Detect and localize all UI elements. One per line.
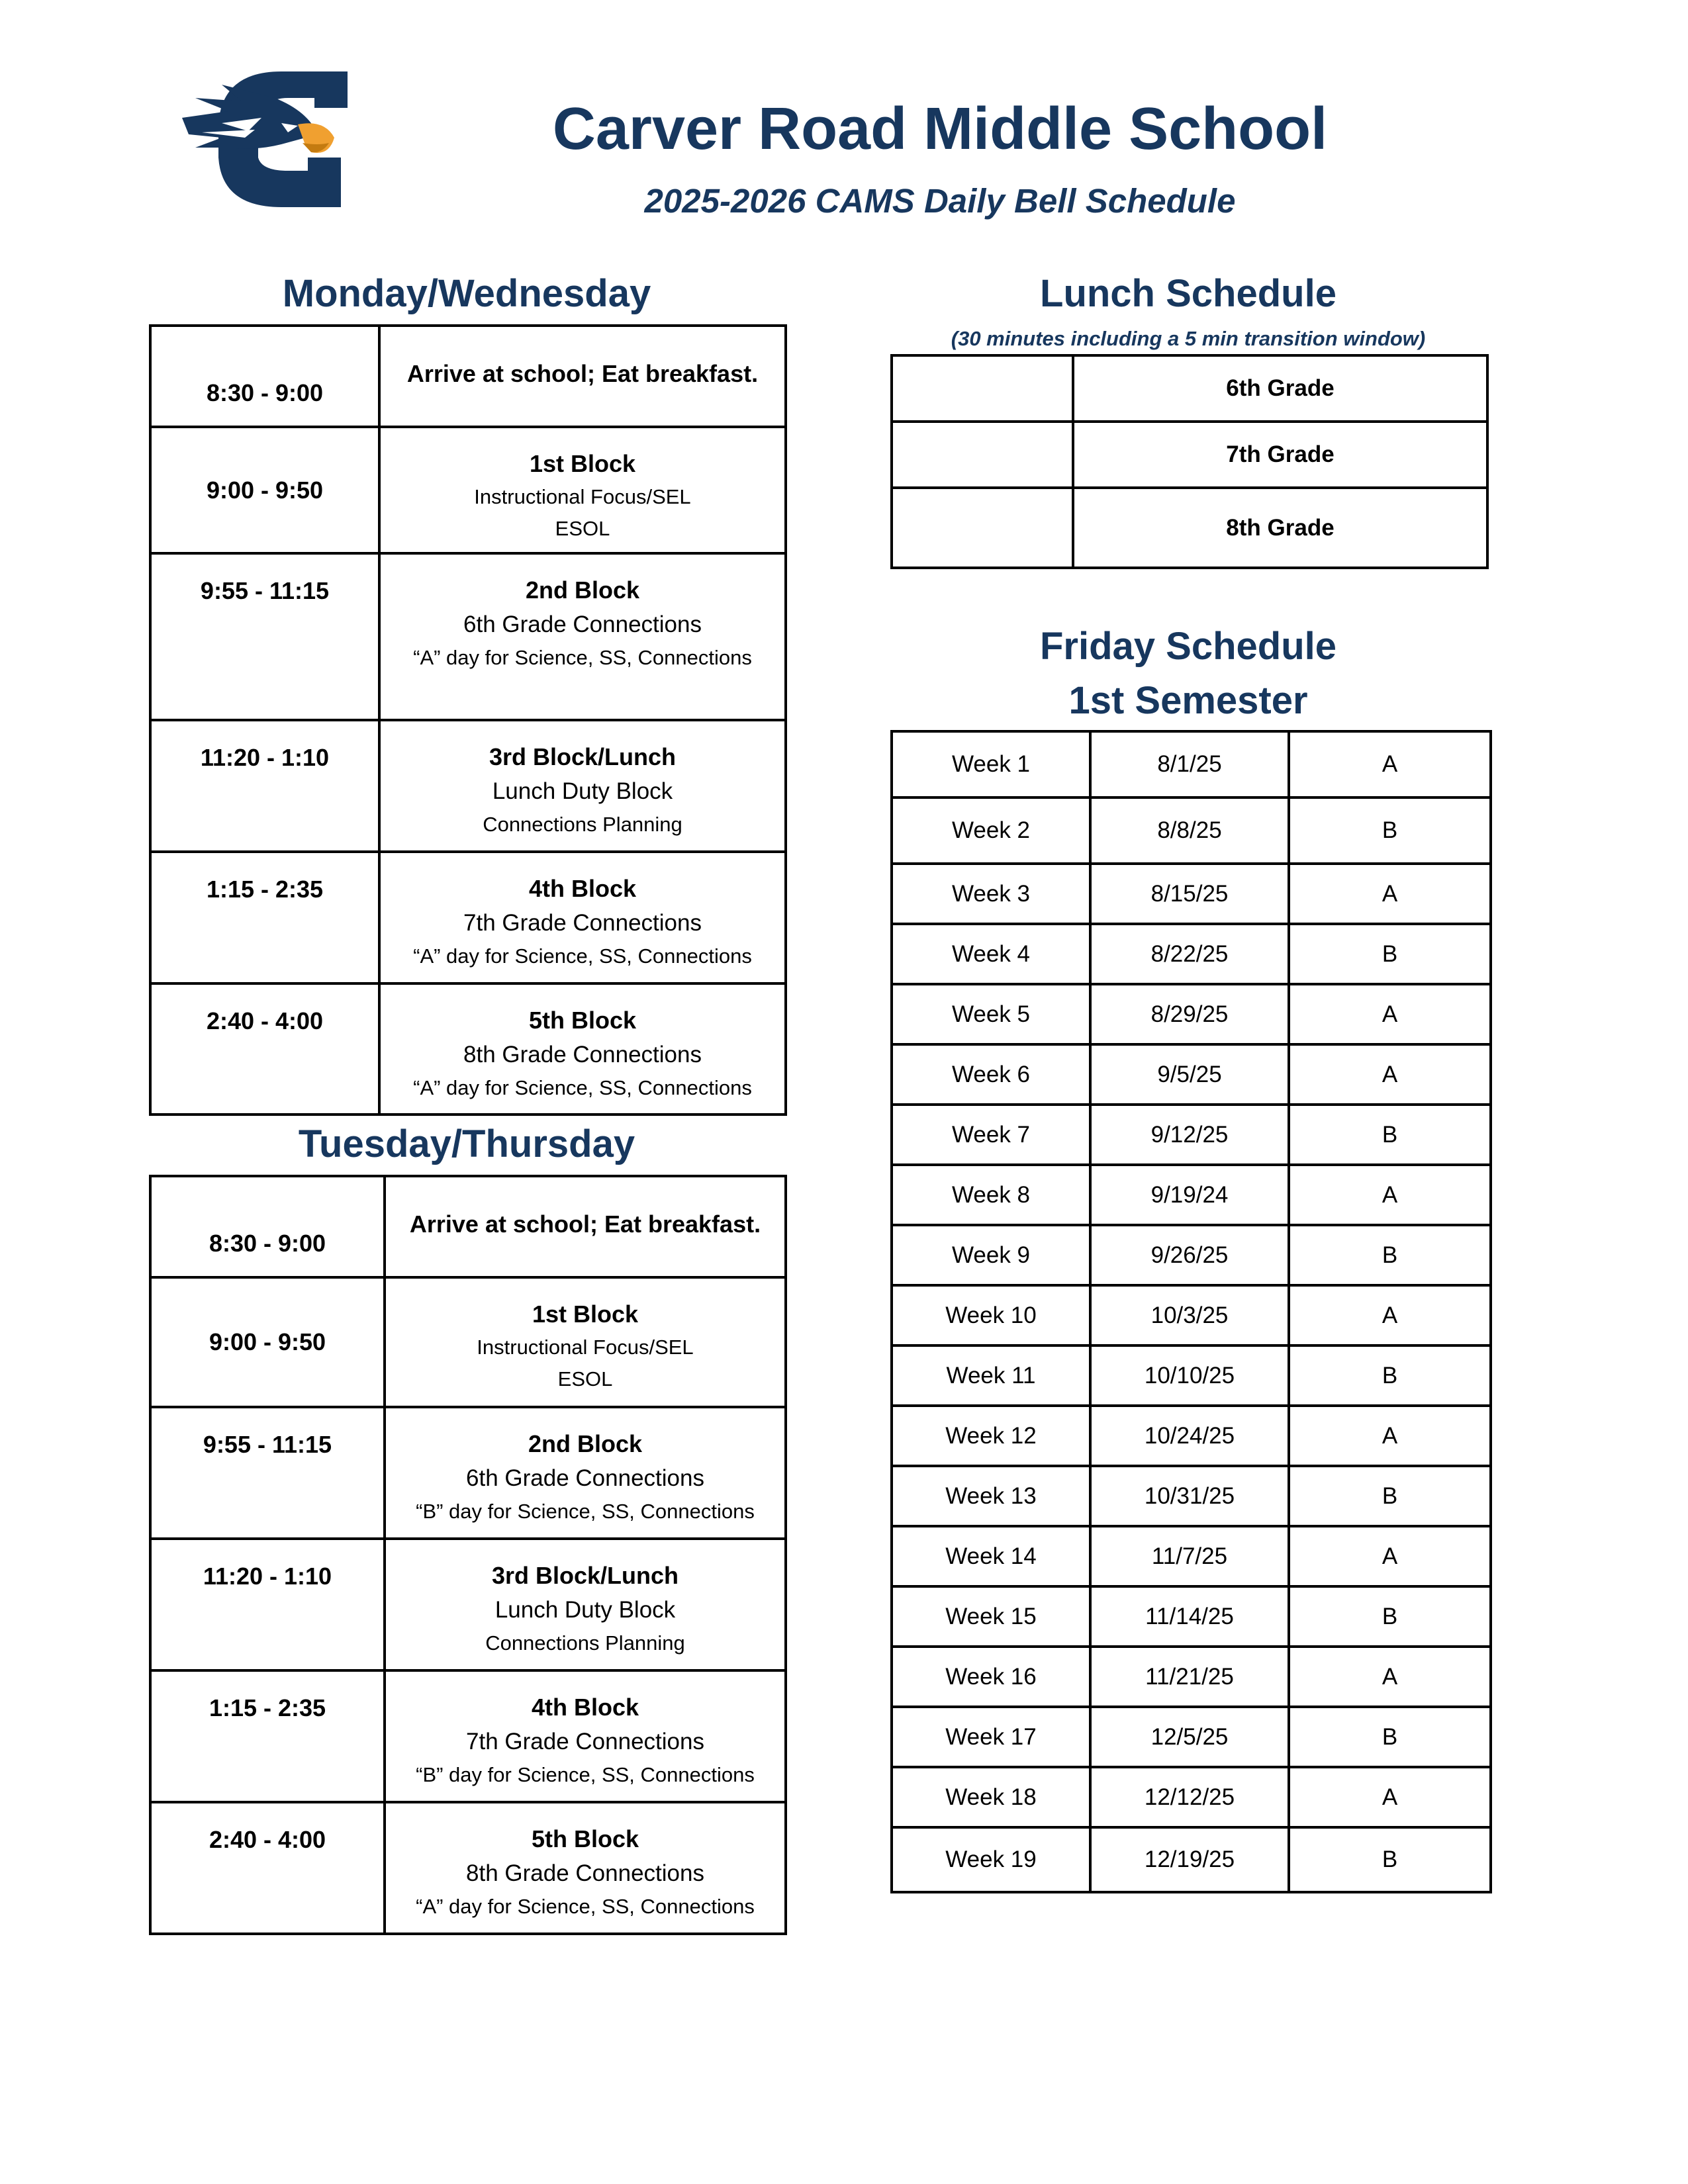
date-cell: 10/10/25 xyxy=(1090,1345,1289,1406)
time-cell: 2:40 - 4:00 xyxy=(150,1802,385,1934)
table-row xyxy=(892,1165,1491,1225)
table-row xyxy=(892,1526,1491,1586)
table-row xyxy=(892,1105,1491,1165)
block-cell: 3rd Block/Lunch Lunch Duty Block Connections Planning xyxy=(385,1539,786,1670)
date-cell: 8/15/25 xyxy=(1090,864,1289,924)
table-row xyxy=(892,1767,1491,1827)
time-cell: 11:20 - 1:10 xyxy=(150,720,379,852)
monday-wednesday-heading: Monday/Wednesday xyxy=(282,272,651,315)
week-cell: Week 10 xyxy=(892,1285,1090,1345)
date-cell: 9/26/25 xyxy=(1090,1225,1289,1285)
lunch-time-cell xyxy=(892,488,1073,568)
day-type-cell: B xyxy=(1289,1105,1491,1165)
table-row xyxy=(892,1044,1491,1105)
block-cell: Arrive at school; Eat breakfast. xyxy=(379,326,786,427)
table-row xyxy=(150,720,786,852)
table-row xyxy=(150,1277,786,1407)
lunch-time-cell xyxy=(892,422,1073,488)
table-row xyxy=(892,984,1491,1044)
date-cell: 8/22/25 xyxy=(1090,924,1289,984)
date-cell: 11/14/25 xyxy=(1090,1586,1289,1647)
table-row xyxy=(150,1670,786,1802)
table-row xyxy=(150,983,786,1115)
date-cell: 9/19/24 xyxy=(1090,1165,1289,1225)
block-cell: Arrive at school; Eat breakfast. xyxy=(385,1176,786,1277)
week-cell: Week 1 xyxy=(892,731,1090,797)
date-cell: 8/8/25 xyxy=(1090,797,1289,864)
table-row xyxy=(892,1647,1491,1707)
table-row xyxy=(892,1225,1491,1285)
date-cell: 12/19/25 xyxy=(1090,1827,1289,1892)
block-cell: 5th Block 8th Grade Connections “A” day for Science, SS, Connections xyxy=(385,1802,786,1934)
block-cell: 2nd Block 6th Grade Connections “A” day for Science, SS, Connections xyxy=(379,553,786,720)
day-type-cell: A xyxy=(1289,1285,1491,1345)
table-row xyxy=(150,1176,786,1277)
lunch-grade-cell: 7th Grade xyxy=(1073,422,1487,488)
week-cell: Week 9 xyxy=(892,1225,1090,1285)
lunch-note: (30 minutes including a 5 min transition window) xyxy=(951,327,1426,350)
lunch-schedule-table xyxy=(890,354,1489,569)
day-type-cell: A xyxy=(1289,864,1491,924)
week-cell: Week 2 xyxy=(892,797,1090,864)
table-row xyxy=(150,852,786,983)
lunch-grade-cell: 8th Grade xyxy=(1073,488,1487,568)
time-cell: 8:30 - 9:00 xyxy=(150,1176,385,1277)
date-cell: 9/5/25 xyxy=(1090,1044,1289,1105)
date-cell: 12/5/25 xyxy=(1090,1707,1289,1767)
day-type-cell: A xyxy=(1289,1526,1491,1586)
week-cell: Week 7 xyxy=(892,1105,1090,1165)
table-row xyxy=(150,427,786,553)
time-cell: 9:55 - 11:15 xyxy=(150,1407,385,1539)
week-cell: Week 3 xyxy=(892,864,1090,924)
block-cell: 4th Block 7th Grade Connections “B” day for Science, SS, Connections xyxy=(385,1670,786,1802)
day-type-cell: A xyxy=(1289,1767,1491,1827)
table-row xyxy=(892,488,1487,568)
day-type-cell: B xyxy=(1289,1707,1491,1767)
block-cell: 1st Block Instructional Focus/SEL ESOL xyxy=(379,427,786,553)
time-cell: 9:00 - 9:50 xyxy=(150,427,379,553)
day-type-cell: A xyxy=(1289,731,1491,797)
tuesday-thursday-table xyxy=(149,1175,787,1935)
week-cell: Week 6 xyxy=(892,1044,1090,1105)
table-row xyxy=(892,1285,1491,1345)
table-row xyxy=(892,355,1487,422)
table-row xyxy=(892,1707,1491,1767)
date-cell: 11/21/25 xyxy=(1090,1647,1289,1707)
date-cell: 11/7/25 xyxy=(1090,1526,1289,1586)
day-type-cell: A xyxy=(1289,1647,1491,1707)
day-type-cell: A xyxy=(1289,1165,1491,1225)
schedule-subtitle: 2025-2026 CAMS Daily Bell Schedule xyxy=(644,182,1236,220)
time-cell: 2:40 - 4:00 xyxy=(150,983,379,1115)
time-cell: 1:15 - 2:35 xyxy=(150,852,379,983)
date-cell: 10/31/25 xyxy=(1090,1466,1289,1526)
day-type-cell: B xyxy=(1289,1466,1491,1526)
tuesday-thursday-heading: Tuesday/Thursday xyxy=(298,1122,635,1165)
school-logo-eagle xyxy=(182,71,354,207)
week-cell: Week 19 xyxy=(892,1827,1090,1892)
day-type-cell: B xyxy=(1289,1586,1491,1647)
week-cell: Week 4 xyxy=(892,924,1090,984)
time-cell: 8:30 - 9:00 xyxy=(150,326,379,427)
friday-semester-heading: 1st Semester xyxy=(1068,679,1308,722)
day-type-cell: B xyxy=(1289,924,1491,984)
day-type-cell: A xyxy=(1289,984,1491,1044)
lunch-time-cell xyxy=(892,355,1073,422)
week-cell: Week 14 xyxy=(892,1526,1090,1586)
day-type-cell: A xyxy=(1289,1044,1491,1105)
block-cell: 1st Block Instructional Focus/SEL ESOL xyxy=(385,1277,786,1407)
table-row xyxy=(892,1406,1491,1466)
table-row xyxy=(892,1827,1491,1892)
date-cell: 10/3/25 xyxy=(1090,1285,1289,1345)
table-row xyxy=(892,924,1491,984)
date-cell: 12/12/25 xyxy=(1090,1767,1289,1827)
table-row xyxy=(150,1539,786,1670)
date-cell: 10/24/25 xyxy=(1090,1406,1289,1466)
week-cell: Week 15 xyxy=(892,1586,1090,1647)
lunch-schedule-heading: Lunch Schedule xyxy=(1040,272,1336,315)
table-row xyxy=(892,1586,1491,1647)
table-row xyxy=(892,797,1491,864)
table-row xyxy=(892,1466,1491,1526)
table-row xyxy=(150,1802,786,1934)
block-cell: 4th Block 7th Grade Connections “A” day for Science, SS, Connections xyxy=(379,852,786,983)
week-cell: Week 16 xyxy=(892,1647,1090,1707)
day-type-cell: B xyxy=(1289,1345,1491,1406)
week-cell: Week 18 xyxy=(892,1767,1090,1827)
day-type-cell: B xyxy=(1289,797,1491,864)
week-cell: Week 17 xyxy=(892,1707,1090,1767)
time-cell: 9:00 - 9:50 xyxy=(150,1277,385,1407)
time-cell: 11:20 - 1:10 xyxy=(150,1539,385,1670)
table-row xyxy=(892,422,1487,488)
week-cell: Week 13 xyxy=(892,1466,1090,1526)
date-cell: 8/29/25 xyxy=(1090,984,1289,1044)
day-type-cell: A xyxy=(1289,1406,1491,1466)
day-type-cell: B xyxy=(1289,1827,1491,1892)
week-cell: Week 12 xyxy=(892,1406,1090,1466)
monday-wednesday-table xyxy=(149,324,787,1116)
table-row xyxy=(892,731,1491,797)
week-cell: Week 8 xyxy=(892,1165,1090,1225)
date-cell: 8/1/25 xyxy=(1090,731,1289,797)
table-row xyxy=(892,1345,1491,1406)
block-cell: 5th Block 8th Grade Connections “A” day for Science, SS, Connections xyxy=(379,983,786,1115)
week-cell: Week 11 xyxy=(892,1345,1090,1406)
date-cell: 9/12/25 xyxy=(1090,1105,1289,1165)
table-row xyxy=(892,864,1491,924)
block-cell: 3rd Block/Lunch Lunch Duty Block Connections Planning xyxy=(379,720,786,852)
table-row xyxy=(150,553,786,720)
table-row xyxy=(150,1407,786,1539)
table-row xyxy=(150,326,786,427)
lunch-grade-cell: 6th Grade xyxy=(1073,355,1487,422)
week-cell: Week 5 xyxy=(892,984,1090,1044)
day-type-cell: B xyxy=(1289,1225,1491,1285)
time-cell: 1:15 - 2:35 xyxy=(150,1670,385,1802)
time-cell: 9:55 - 11:15 xyxy=(150,553,379,720)
block-cell: 2nd Block 6th Grade Connections “B” day for Science, SS, Connections xyxy=(385,1407,786,1539)
friday-schedule-table xyxy=(890,730,1492,1893)
school-title: Carver Road Middle School xyxy=(552,96,1328,162)
friday-schedule-heading: Friday Schedule xyxy=(1039,625,1337,668)
